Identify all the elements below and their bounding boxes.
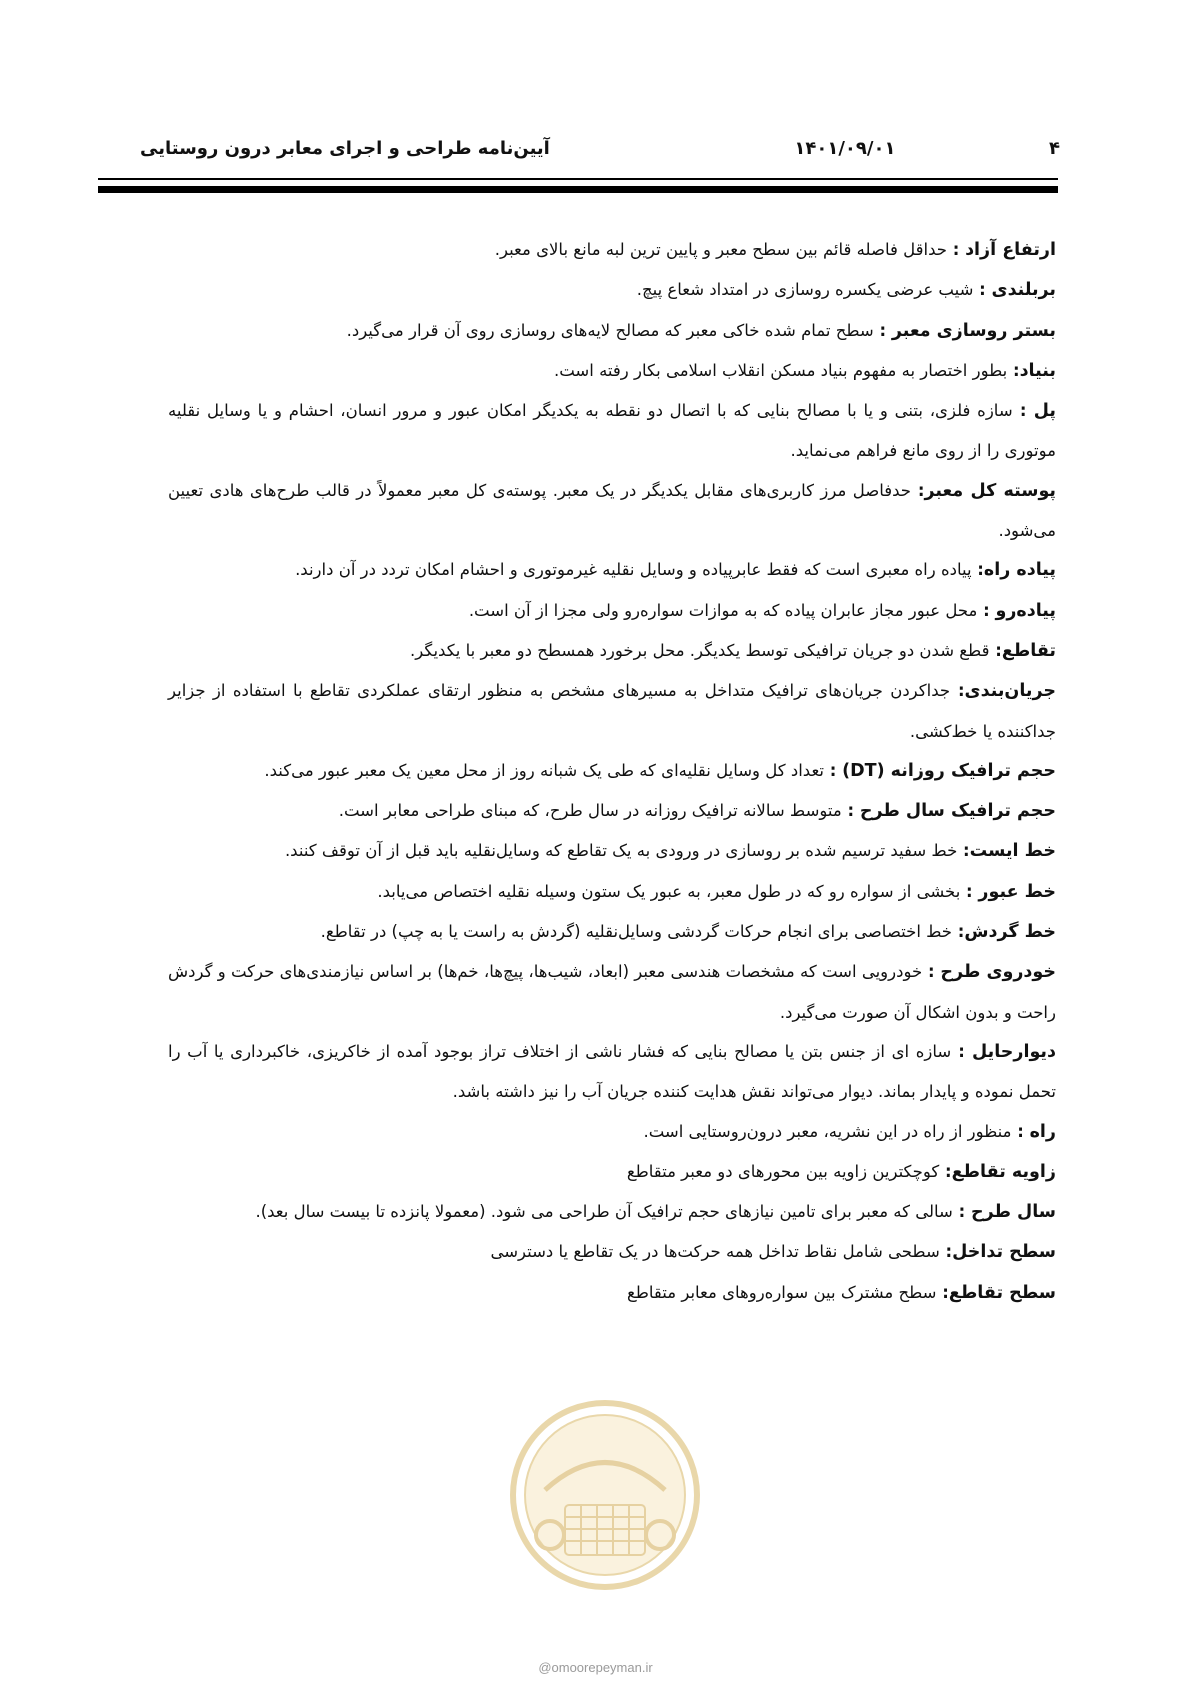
definition-term: خودروی طرح xyxy=(940,962,1056,983)
definition-term: سال طرح xyxy=(970,1202,1056,1223)
definition-text: سازه فلزی، بتنی و یا با مصالح بنایی که با اتصال دو نقطه به یکدیگر امکان عبور و مرور انسان، احشام و یا وسایل نقلیه موتوری را از روی مانع فراهم می‌نماید. xyxy=(168,401,1056,461)
header-date: ۱۴۰۱/۰۹/۰۱ xyxy=(794,137,896,159)
definition-item xyxy=(168,311,1056,351)
header-divider-thin xyxy=(98,178,1058,180)
term-separator: : xyxy=(989,640,1002,660)
definition-text: تعداد کل وسایل نقلیه‌ای که طی یک شبانه روز از محل معین یک معبر عبور می‌کند. xyxy=(264,760,825,780)
definition-item xyxy=(168,1032,1056,1112)
definition-item xyxy=(168,671,1056,751)
definition-term: حجم ترافیک روزانه (DT) xyxy=(842,760,1056,781)
definition-text: سطح مشترک بین سواره‌روهای معابر متقاطع xyxy=(626,1282,937,1302)
term-separator: : xyxy=(977,600,996,620)
definition-text: قطع شدن دو جریان ترافیکی توسط یکدیگر. محل برخورد همسطح دو معبر با یکدیگر. xyxy=(409,640,990,660)
definition-term: ارتفاع آزاد xyxy=(965,240,1056,260)
definition-term: خط ایست xyxy=(969,841,1056,862)
footer-site: @omoorepeyman.ir xyxy=(538,1660,653,1675)
page-header xyxy=(140,128,1060,168)
definition-term: پیاده راه xyxy=(983,560,1056,581)
definition-text: سطحی شامل نقاط تداخل همه حرکت‌ها در یک تقاطع یا دسترسی xyxy=(490,1242,940,1262)
definition-text: سازه ای از جنس بتن یا مصالح بنایی که فشار ناشی از اختلاف تراز بوجود آمده از خاکریزی، خاکبرداری یا آب را تحمل نموده و پایدار بماند. دیوار می‌تواند نقش هدایت کننده جریان آب را نیز داشته باشد. xyxy=(168,1041,1056,1102)
definition-text: محل عبور مجاز عابران پیاده که به موازات سواره‌رو ولی مجزا از آن است. xyxy=(468,600,978,620)
definition-item xyxy=(168,1192,1056,1232)
definition-text: بخشی از سواره رو که در طول معبر، به عبور یک ستون وسیله نقلیه اختصاص می‌یابد. xyxy=(377,881,961,901)
term-separator: : xyxy=(951,1041,973,1061)
definition-item xyxy=(168,912,1056,952)
definition-item xyxy=(168,1112,1056,1152)
definition-item xyxy=(168,471,1056,551)
definition-item xyxy=(168,751,1056,791)
term-separator: : xyxy=(1012,401,1034,421)
definition-text: حدفاصل مرز کاربری‌های مقابل یکدیگر در یک معبر. پوسته‌ی کل معبر معمولاً در قالب طرح‌های هادی تعیین می‌شود. xyxy=(168,480,1056,541)
definition-text: خط اختصاصی برای انجام حرکات گردشی وسایل‌نقلیه (گردش به راست یا به چپ) در تقاطع. xyxy=(320,922,953,942)
definition-item xyxy=(168,1152,1056,1192)
definition-text: خودرویی است که مشخصات هندسی معبر (ابعاد، شیب‌ها، پیچ‌ها، خم‌ها) بر اساس نیازمندی‌های حرکت و گردش راحت و بدون اشکال آن صورت می‌گیرد. xyxy=(168,962,1056,1022)
term-separator: : xyxy=(873,320,892,340)
definition-item xyxy=(168,1273,1056,1313)
term-separator: : xyxy=(952,922,965,942)
term-separator: : xyxy=(841,801,860,821)
definition-term: بنیاد xyxy=(1019,360,1056,381)
definition-text: خط سفید ترسیم شده بر روسازی در ورودی به یک تقاطع که وسایل‌نقلیه باید قبل از آن توقف کنند. xyxy=(284,841,958,861)
watermark-seal-icon xyxy=(505,1395,705,1595)
definition-term: پوسته کل معبر xyxy=(924,480,1057,501)
definition-term: راه xyxy=(1029,1121,1056,1142)
definition-text: جداکردن جریان‌های ترافیک متداخل به مسیرهای مشخص به منظور ارتقای عملکردی تقاطع با استفاده از جزایر جداکننده یا خط‌کشی. xyxy=(168,681,1056,741)
term-separator: : xyxy=(957,841,970,861)
definition-term: دیوارحایل xyxy=(972,1041,1056,1062)
term-separator: : xyxy=(922,962,941,982)
definition-item xyxy=(168,391,1056,471)
definition-term: پل xyxy=(1033,401,1056,422)
definition-item xyxy=(168,1232,1056,1272)
definition-term: سطح تقاطع xyxy=(948,1282,1056,1303)
definition-item xyxy=(168,631,1056,671)
definition-term: حجم ترافیک سال طرح xyxy=(859,801,1056,822)
definition-text: سالی که معبر برای تامین نیازهای حجم ترافیک آن طراحی می شود. (معمولا پانزده تا بیست سال بعد). xyxy=(255,1202,953,1222)
definition-term: سطح تداخل xyxy=(952,1242,1056,1263)
definition-item xyxy=(168,351,1056,391)
definition-item xyxy=(168,791,1056,831)
definition-text: کوچکترین زاویه بین محورهای دو معبر متقاطع xyxy=(626,1161,940,1181)
definitions-list xyxy=(168,230,1056,1313)
term-separator: : xyxy=(946,240,966,259)
definition-item xyxy=(168,952,1056,1032)
definition-term: بربلندی xyxy=(991,280,1056,301)
definition-item xyxy=(168,591,1056,631)
definition-text: شیب عرضی یکسره روسازی در امتداد شعاع پیچ. xyxy=(636,280,974,300)
definition-term: خط عبور xyxy=(978,881,1056,902)
definition-text: بطور اختصار به مفهوم بنیاد مسکن انقلاب اسلامی بکار رفته است. xyxy=(553,360,1008,380)
definition-item xyxy=(168,872,1056,912)
definition-text: متوسط سالانه ترافیک روزانه در سال طرح، که مبنای طراحی معابر است. xyxy=(338,801,842,821)
definition-item xyxy=(168,831,1056,871)
definition-term: زاویه تقاطع xyxy=(951,1161,1056,1182)
term-separator: : xyxy=(1011,1121,1030,1141)
definition-term: پیاده‌رو xyxy=(995,600,1056,621)
term-separator: : xyxy=(824,760,843,780)
definition-item xyxy=(168,550,1056,590)
definition-text: منظور از راه در این نشریه، معبر درون‌روستایی است. xyxy=(643,1121,1012,1141)
definition-text: پیاده راه معبری است که فقط عابرپیاده و وسایل نقلیه غیرموتوری و احشام امکان تردد در آن دارند. xyxy=(295,560,972,580)
definition-term: جریان‌بندی xyxy=(964,681,1056,702)
term-separator: : xyxy=(950,681,965,701)
definition-text: حداقل فاصله قائم بین سطح معبر و پایین ترین لبه مانع بالای معبر. xyxy=(494,240,947,259)
document-title: آیین‌نامه طراحی و اجرای معابر درون روستایی xyxy=(140,137,550,159)
term-separator: : xyxy=(971,560,984,580)
definition-text: سطح تمام شده خاکی معبر که مصالح لایه‌های روسازی روی آن قرار می‌گیرد. xyxy=(346,320,874,340)
header-divider xyxy=(98,186,1058,193)
term-separator: : xyxy=(1007,360,1020,380)
definition-item xyxy=(168,270,1056,310)
definition-term: تقاطع xyxy=(1001,640,1056,661)
term-separator: : xyxy=(939,1161,952,1181)
term-separator: : xyxy=(911,480,925,500)
page-number: ۴ xyxy=(1049,137,1060,159)
definition-term: خط گردش xyxy=(964,922,1056,943)
term-separator: : xyxy=(936,1282,949,1302)
term-separator: : xyxy=(973,280,992,300)
definition-item xyxy=(168,230,1056,270)
term-separator: : xyxy=(939,1242,953,1262)
definition-term: بستر روسازی معبر xyxy=(891,320,1056,341)
term-separator: : xyxy=(952,1202,971,1222)
term-separator: : xyxy=(960,881,979,901)
